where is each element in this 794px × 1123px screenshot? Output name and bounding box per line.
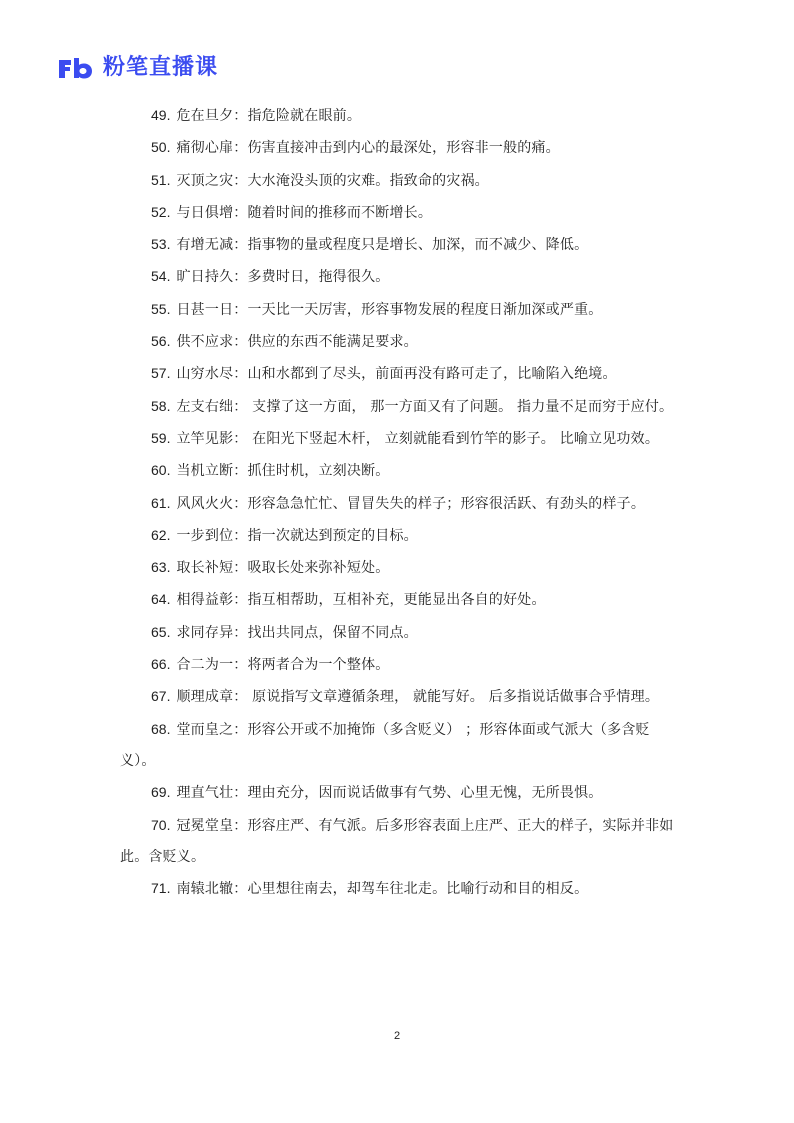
list-item [120, 229, 680, 261]
list-item [120, 810, 680, 874]
brand-name: 粉笔直播课 [103, 55, 219, 80]
entry-number: 61. [151, 494, 171, 511]
list-item [120, 584, 680, 616]
list-item [120, 714, 680, 778]
list-item [120, 488, 680, 520]
list-item [120, 197, 680, 229]
entry-text: 旷日持久：多费时日，拖得很久。 [176, 269, 390, 286]
page-number: 2 [393, 1030, 401, 1042]
list-item [120, 455, 680, 487]
entry-number: 66. [151, 656, 171, 673]
entry-text: 痛彻心扉：伤害直接冲击到内心的最深处，形容非一般的痛。 [176, 140, 560, 157]
list-item [120, 326, 680, 358]
entry-number: 68. [151, 720, 171, 737]
entry-number: 65. [151, 623, 171, 640]
entry-number: 51. [151, 171, 171, 188]
entry-text: 风风火火：形容急急忙忙、冒冒失失的样子；形容很活跃、有劲头的样子。 [176, 495, 646, 512]
list-item [120, 873, 680, 905]
list-item [120, 649, 680, 681]
list-item [120, 132, 680, 164]
idiom-list [120, 100, 680, 905]
entry-number: 55. [151, 300, 171, 317]
entry-number: 50. [151, 139, 171, 156]
list-item [120, 261, 680, 293]
list-item [120, 520, 680, 552]
page-header [57, 54, 218, 82]
list-item [120, 358, 680, 390]
list-item [120, 391, 680, 423]
list-item [120, 617, 680, 649]
list-item [120, 100, 680, 132]
list-item [120, 294, 680, 326]
fb-logo-icon [57, 56, 97, 80]
entry-number: 62. [151, 526, 171, 543]
entry-text: 立竿见影： 在阳光下竖起木杆， 立刻就能看到竹竿的影子。 比喻立见功效。 [176, 430, 660, 447]
entry-number: 49. [151, 107, 171, 123]
list-item [120, 165, 680, 197]
entry-number: 63. [151, 559, 171, 576]
list-item [120, 777, 680, 809]
entry-text: 一步到位：指一次就达到预定的目标。 [176, 527, 418, 544]
entry-text: 冠冕堂皇：形容庄严、有气派。后多形容表面上庄严、正大的样子，实际并非如此。含贬义。 [120, 817, 674, 865]
entry-text: 山穷水尽：山和水都到了尽头，前面再没有路可走了，比喻陷入绝境。 [176, 366, 617, 383]
entry-number: 59. [151, 429, 171, 446]
entry-text: 理直气壮：理由充分，因而说话做事有气势、心里无愧，无所畏惧。 [176, 785, 603, 802]
list-item [120, 552, 680, 584]
entry-number: 54. [151, 268, 171, 285]
entry-number: 71. [151, 880, 171, 897]
entry-number: 53. [151, 236, 171, 253]
list-item [120, 423, 680, 455]
entry-text: 南辕北辙：心里想往南去，却驾车往北走。比喻行动和目的相反。 [176, 881, 589, 898]
entry-text: 左支右绌： 支撑了这一方面， 那一方面又有了问题。 指力量不足而穷于应付。 [176, 398, 674, 415]
entry-text: 取长补短：吸取长处来弥补短处。 [176, 560, 390, 577]
entry-number: 64. [151, 591, 171, 608]
list-item [120, 681, 680, 713]
entry-number: 56. [151, 333, 171, 350]
entry-number: 67. [151, 688, 171, 705]
entry-text: 相得益彰：指互相帮助，互相补充，更能显出各自的好处。 [176, 592, 546, 609]
entry-text: 供不应求：供应的东西不能满足要求。 [176, 334, 418, 351]
entry-text: 灭顶之灾：大水淹没头顶的灾难。指致命的灾祸。 [176, 172, 489, 189]
entry-text: 日甚一日：一天比一天厉害，形容事物发展的程度日渐加深或严重。 [176, 301, 603, 318]
entry-text: 顺理成章： 原说指写文章遵循条理， 就能写好。 后多指说话做事合乎情理。 [176, 689, 660, 706]
entry-text: 求同存异：找出共同点，保留不同点。 [176, 624, 418, 641]
entry-text: 合二为一：将两者合为一个整体。 [176, 657, 390, 674]
entry-text: 堂而皇之：形容公开或不加掩饰（多含贬义） ；形容体面或气派大（多含贬义）。 [120, 721, 650, 769]
entry-number: 69. [151, 784, 171, 801]
entry-number: 58. [151, 397, 171, 414]
entry-text: 有增无减：指事物的量或程度只是增长、加深，而不减少、降低。 [176, 237, 589, 254]
entry-number: 57. [151, 365, 171, 382]
entry-number: 52. [151, 203, 171, 220]
entry-text: 当机立断：抓住时机，立刻决断。 [176, 463, 390, 480]
entry-text: 与日俱增：随着时间的推移而不断增长。 [176, 204, 433, 221]
entry-number: 70. [151, 816, 171, 833]
entry-number: 60. [151, 462, 171, 479]
entry-text: 危在旦夕：指危险就在眼前。 [176, 108, 362, 124]
